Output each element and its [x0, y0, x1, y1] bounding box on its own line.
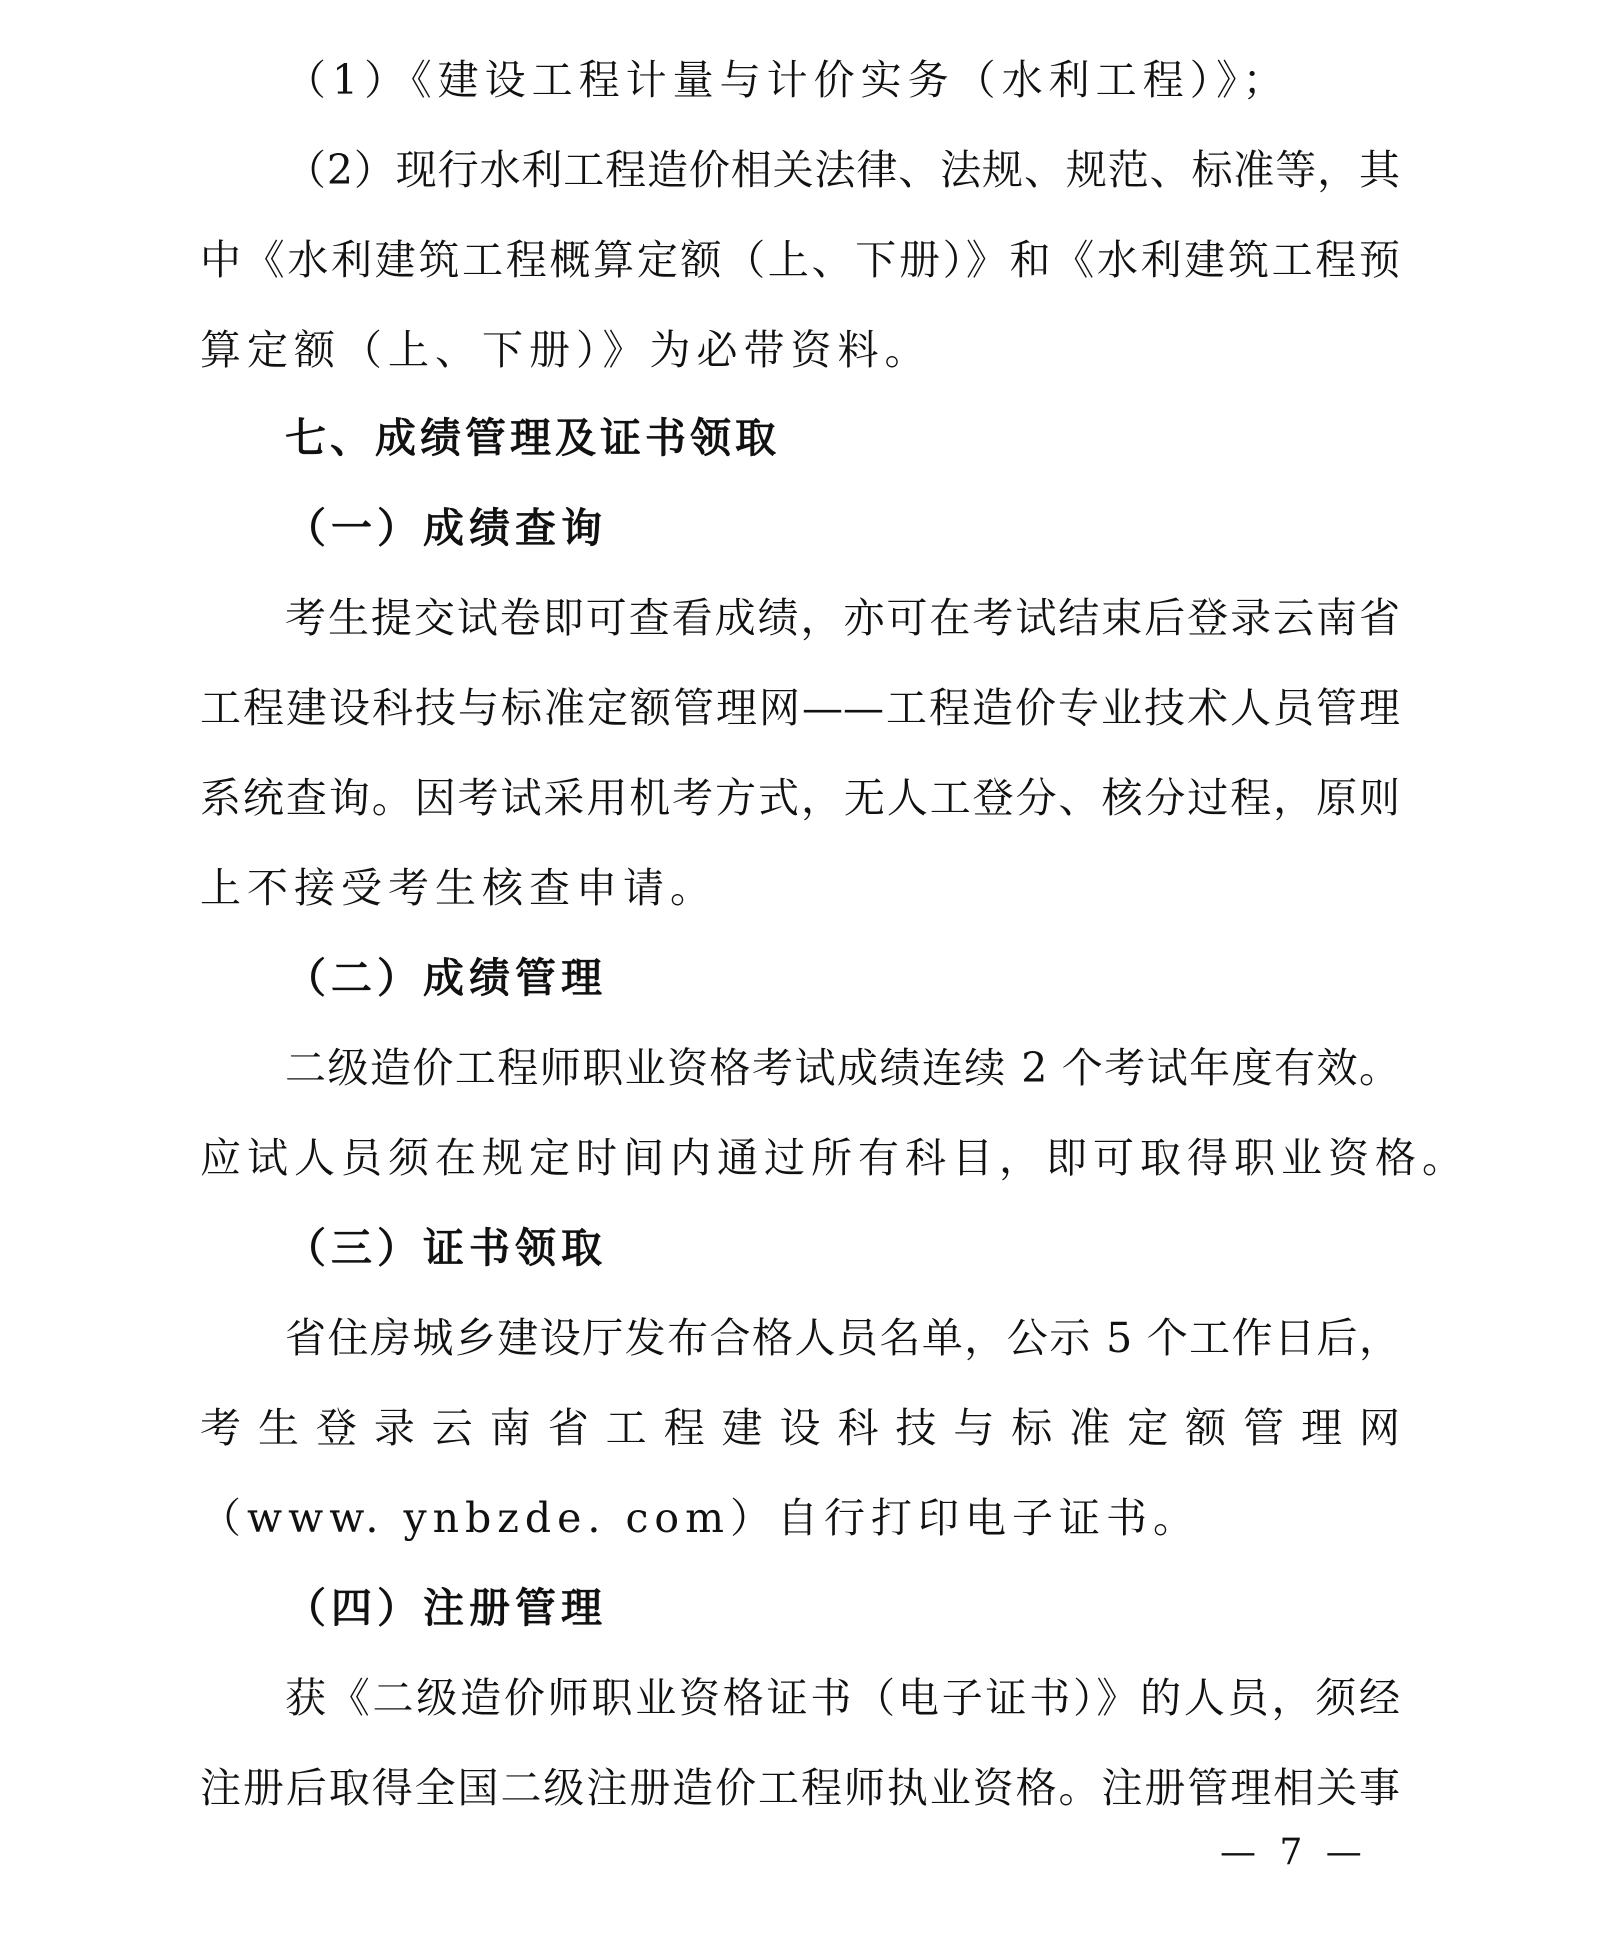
subheading-registration: （四）注册管理 — [285, 1584, 607, 1632]
paragraph-score-query-line-3: 系统查询。因考试采用机考方式，无人工登分、核分过程，原则 — [200, 774, 1400, 822]
reference-item-2-line-3: 算定额（上、下册）》为必带资料。 — [200, 326, 932, 374]
paragraph-certificate-line-1: 省住房城乡建设厅发布合格人员名单，公示 5 个工作日后， — [285, 1314, 1400, 1362]
page-number: — 7 — — [1220, 1832, 1368, 1873]
paragraph-certificate-line-3: （www. ynbzde. com）自行打印电子证书。 — [200, 1494, 1200, 1542]
paragraph-score-query-line-4: 上不接受考生核查申请。 — [200, 864, 717, 912]
paragraph-score-management-line-2: 应试人员须在规定时间内通过所有科目，即可取得职业资格。 — [200, 1134, 1469, 1182]
paragraph-score-management-line-1: 二级造价工程师职业资格考试成绩连续 2 个考试年度有效。 — [285, 1044, 1400, 1092]
paragraph-score-query-line-2: 工程建设科技与标准定额管理网——工程造价专业技术人员管理 — [200, 684, 1400, 732]
subheading-score-query: （一）成绩查询 — [285, 504, 607, 552]
reference-item-1: （1）《建设工程计量与计价实务（水利工程）》； — [285, 56, 1290, 104]
paragraph-score-query-line-1: 考生提交试卷即可查看成绩，亦可在考试结束后登录云南省 — [285, 594, 1400, 642]
subheading-score-management: （二）成绩管理 — [285, 954, 607, 1002]
subheading-certificate: （三）证书领取 — [285, 1224, 607, 1272]
reference-item-2-line-1: （2）现行水利工程造价相关法律、法规、规范、标准等，其 — [285, 146, 1400, 194]
reference-item-2-line-2: 中《水利建筑工程概算定额（上、下册）》和《水利建筑工程预 — [200, 236, 1400, 284]
paragraph-registration-line-1: 获《二级造价师职业资格证书（电子证书）》的人员，须经 — [285, 1674, 1400, 1722]
paragraph-registration-line-2: 注册后取得全国二级注册造价工程师执业资格。注册管理相关事 — [200, 1764, 1400, 1812]
paragraph-certificate-line-2: 考生登录云南省工程建设科技与标准定额管理网 — [200, 1404, 1400, 1452]
section-heading-7: 七、成绩管理及证书领取 — [285, 414, 780, 462]
